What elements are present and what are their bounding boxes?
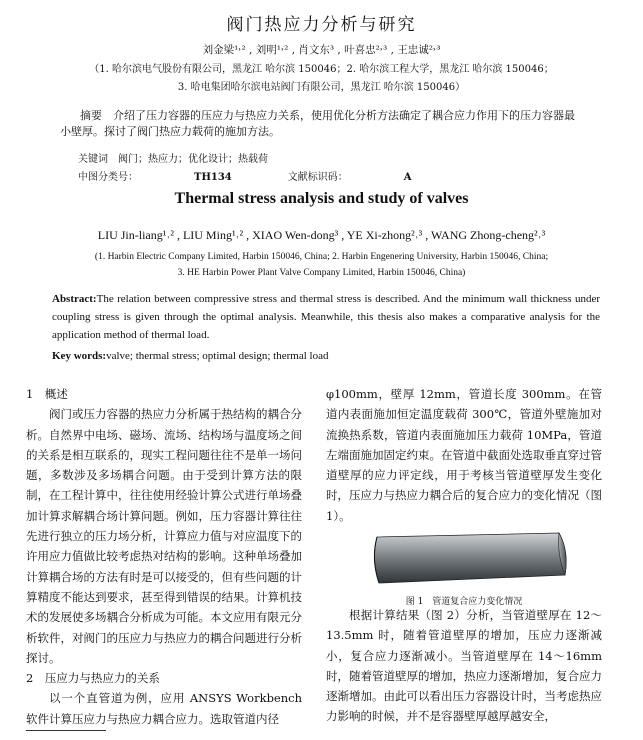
keywords-cn-label: 关键词 [78, 154, 108, 165]
section-2-paragraph: 以一个直管道为例，应用 ANSYS Workbench 软件计算压应力与热应力耦合应力。选取管道内径 [26, 691, 302, 726]
clc-number: 中图分类号： TH134 [78, 172, 232, 183]
paper-title-en: Thermal stress analysis and study of valves [174, 190, 469, 207]
abstract-en-label: Abstract: [52, 293, 97, 305]
body-right-column-top: φ100mm，壁厚 12mm，管道长度 300mm。在管道内表面施加恒定温度载荷 300℃，管道外壁施加对流换热系数，管道内表面施加压力载荷 10MPa，管道左端面施加固定约束。在管道中截面处选取垂直穿过管道壁厚的应力评定线，用于考核当管道壁厚发生变化时，压应力与热应力耦合后的复合应力的变化情况（图 1）。 [326, 387, 602, 523]
figure-1-pipe-image [369, 525, 572, 588]
keywords-en-text: valve; thermal stress; optimal design; thermal load [106, 350, 329, 362]
body-left-column [26, 384, 302, 729]
section-1-paragraph: 阀门或压力容器的热应力分析属于热结构的耦合分析。自然界中电场、磁场、流场、结构场与温度场之间的关系是相互联系的，现实工程问题往往不是单一场问题，多数涉及多场耦合问题。由于受到计算方法的限制，在工程计算中，往往使用经验计算公式进行单场叠加计算求解耦合场计算问题。例如，压力容器计算往往先进行独立的压力场分析，计算应力值与对应温度下的许用应力值做比较考虑热对结构的影响。这种单场叠加计算耦合场的方法有时是可以接受的，但有些问题的计算精度不能达到要求，甚至得到错误的结果。计算机技术的发展使多场耦合分析成为可能。本文应用有限元分析软件，对阀门的压应力与热应力的耦合问题进行分析探讨。 [26, 407, 302, 665]
authors-cn: 刘金梁¹˒² , 刘明¹˒² , 肖文东³ , 叶喜忠²˒³ , 王忠诚²˒³ [202, 44, 441, 56]
section-2-heading: 2 压应力与热应力的关系 [26, 671, 160, 686]
keywords-cn-text: 阀门；热应力；优化设计；热载荷 [118, 154, 268, 165]
section-1-heading: 1 概述 [26, 387, 68, 401]
abstract-cn [60, 108, 585, 140]
pipe-stress-figure [369, 525, 572, 588]
paper-title-cn: 阀门热应力分析与研究 [226, 15, 417, 35]
classification-line [78, 168, 468, 183]
affiliation-en-line-2: 3. HE Harbin Power Plant Valve Company Limited, Harbin 150046, China) [177, 268, 466, 278]
authors-en: LIU Jin-liang¹˒² , LIU Ming¹˒² , XIAO Wen-dong³ , YE Xi-zhong²˒³ , WANG Zhong-cheng²˒³ [97, 228, 546, 242]
affiliation-cn-line-2: 3. 哈电集团哈尔滨电站阀门有限公司，黑龙江 哈尔滨 150046） [177, 82, 466, 93]
body-right-column-bottom: 根据计算结果（图 2）分析，当管道壁厚在 12～13.5mm 时，随着管道壁厚的增加，压应力逐渐减小，复合应力逐渐减小。当管道壁厚在 14～16mm 时，随着管道壁厚的增加，热应力逐渐增加，复合应力逐渐增加。由此可以看出压力容器设计时，当考虑热应力影响的时候，并不是容器壁厚越厚越安全， [326, 608, 602, 724]
affiliation-en-line-1: (1. Harbin Electric Company Limited, Harbin 150046, China; 2. Harbin Engenering University, Harbin 150046, China; [94, 252, 549, 262]
affiliation-cn-line-1: （1. 哈尔滨电气股份有限公司，黑龙江 哈尔滨 150046；2. 哈尔滨工程大学，黑龙江 哈尔滨 150046； [89, 64, 554, 75]
keywords-en [52, 350, 600, 362]
abstract-cn-text: 介绍了压力容器的压应力与热应力关系，使用优化分析方法确定了耦合应力作用下的压力容器最小壁厚。探讨了阀门热应力载荷的施加方法。 [60, 109, 575, 138]
figure-1-caption: 图 1 管道复合应力变化情况 [405, 597, 523, 607]
abstract-en-text: The relation between compressive stress and thermal stress is described. And the minimum wall thickness under coupling stress is given through the optimal analysis. Meanwhile, this thesis also makes a comparative analysis for the application method of thermal load. [52, 293, 600, 341]
keywords-cn [78, 150, 268, 165]
footnote-divider [26, 730, 106, 731]
keywords-en-label: Key words: [52, 350, 107, 362]
abstract-cn-label: 摘要 [80, 109, 102, 122]
document-code: 文献标识码： A [287, 172, 412, 183]
abstract-en [52, 290, 600, 344]
